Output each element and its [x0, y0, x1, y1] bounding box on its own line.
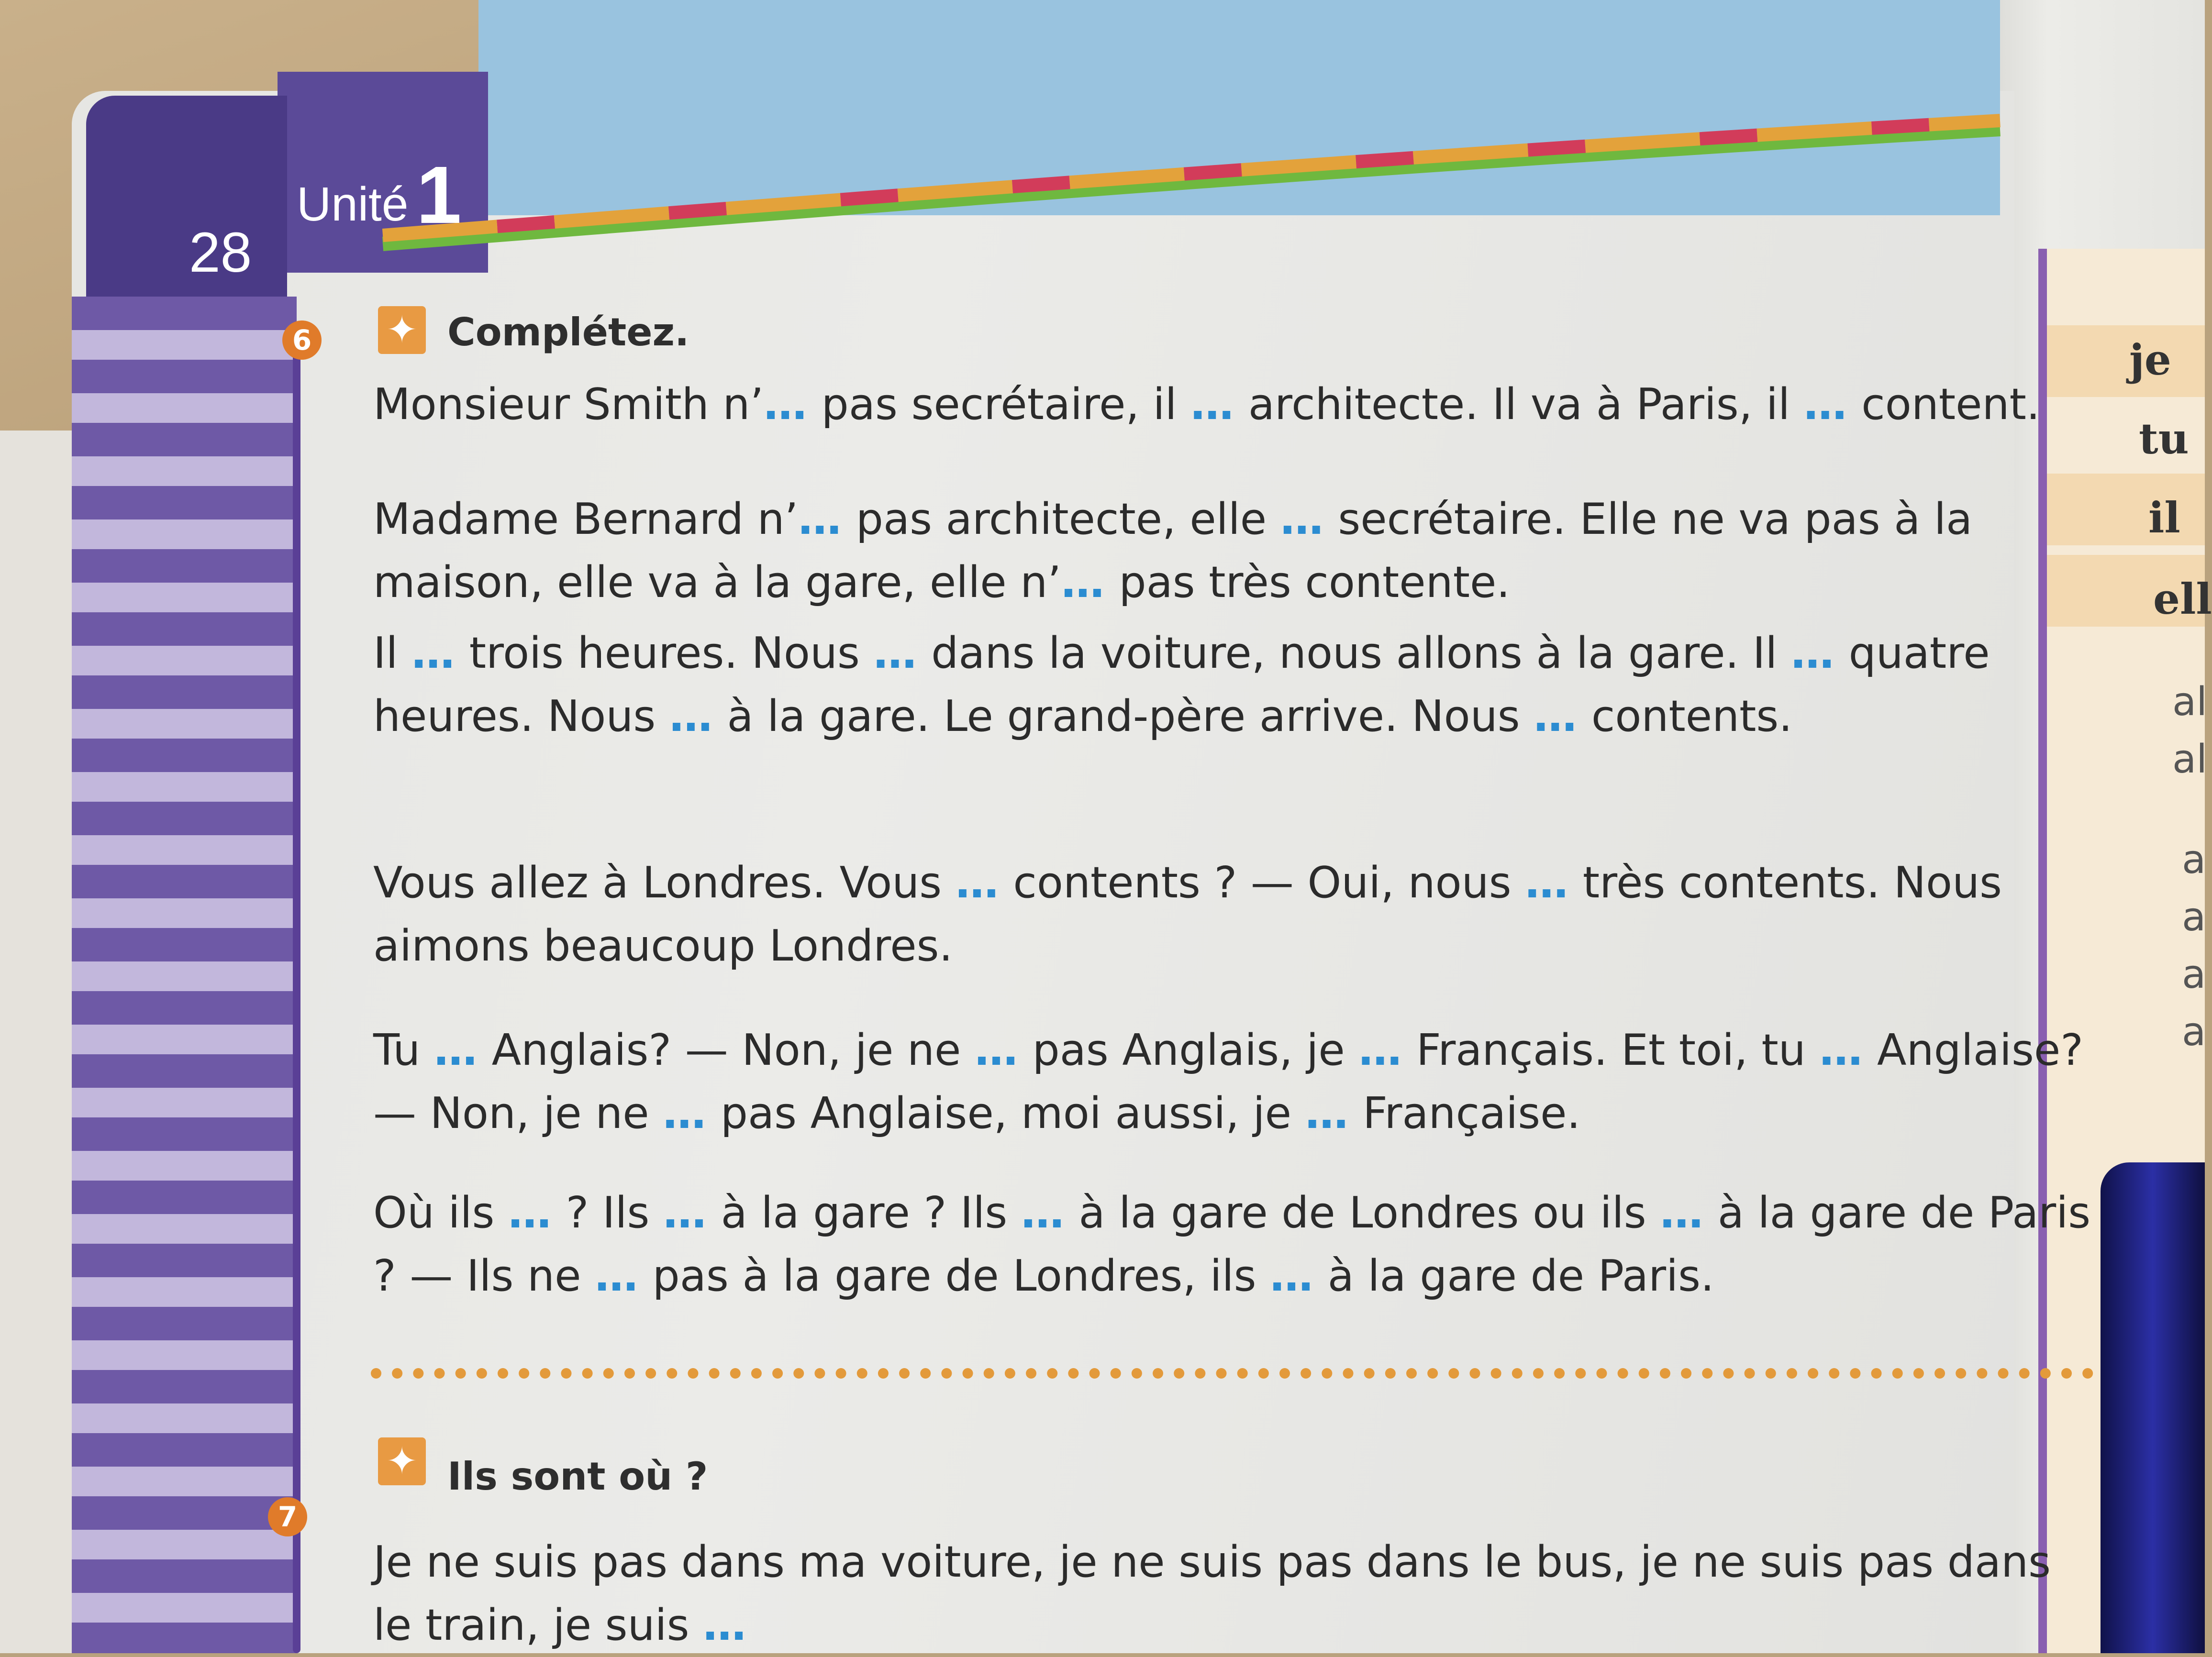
blank-slot[interactable]: …: [1358, 1025, 1403, 1075]
blank-slot[interactable]: …: [595, 1251, 639, 1301]
blank-slot[interactable]: …: [1305, 1088, 1349, 1138]
header-page-block: [86, 96, 287, 306]
blank-slot[interactable]: …: [1280, 494, 1324, 544]
paragraph-text: Tu: [373, 1025, 434, 1075]
exercise-number-badge: 6: [282, 320, 322, 360]
blank-slot[interactable]: …: [764, 379, 808, 430]
right-fragment: a: [2182, 837, 2206, 883]
paragraph-text: Où ils: [373, 1188, 508, 1238]
paragraph-text: à la gare. Le grand-père arrive. Nous: [713, 691, 1534, 741]
paragraph-text: à la gare de Londres ou ils: [1065, 1188, 1660, 1238]
exercise-paragraph: [373, 1531, 2096, 1657]
paragraph-text: Anglais? — Non, je ne: [478, 1025, 975, 1075]
paragraph-text: très contents. Nous aimons beaucoup Londres.: [373, 858, 2002, 971]
exercise-paragraph: [373, 622, 2096, 748]
paragraph-text: Vous allez à Londres. Vous: [373, 858, 956, 908]
paragraph-text: dans la voiture, nous allons à la gare. Il: [917, 628, 1791, 678]
paragraph-text: secrétaire. Elle ne va pas à la maison, elle va à la gare, elle n’: [373, 494, 1973, 608]
exercise-paragraph: [373, 851, 2096, 978]
puzzle-icon: ✦: [378, 306, 426, 354]
blank-slot[interactable]: …: [1021, 1188, 1065, 1238]
paragraph-text: Française.: [1349, 1088, 1581, 1138]
paragraph-text: architecte. Il va à Paris, il: [1234, 379, 1804, 430]
paragraph-text: Il: [373, 628, 412, 678]
exercise-title: Ils sont où ?: [447, 1454, 708, 1499]
blank-slot[interactable]: …: [411, 628, 456, 678]
blank-slot[interactable]: …: [1061, 557, 1105, 608]
paragraph-text: Je ne suis pas dans ma voiture, je ne suis pas dans le bus, je ne suis pas dans le train, je suis: [373, 1537, 2051, 1650]
blank-slot[interactable]: …: [1803, 379, 1848, 430]
paragraph-text: ? Ils: [552, 1188, 664, 1238]
right-word-ell: ell: [2153, 574, 2212, 624]
right-fragment: al: [2172, 737, 2208, 782]
exercise-paragraph: [373, 1019, 2096, 1145]
paragraph-text: pas secrétaire, il: [808, 379, 1191, 430]
exercise-paragraph: [373, 373, 2096, 436]
paragraph-text: à la gare de Paris.: [1314, 1251, 1714, 1301]
paragraph-text: Madame Bernard n’: [373, 494, 799, 544]
blank-slot[interactable]: …: [663, 1188, 708, 1238]
right-fragment: a: [2182, 895, 2206, 940]
paragraph-text: pas architecte, elle: [842, 494, 1280, 544]
right-fragment: al: [2172, 679, 2208, 725]
right-fragment: a: [2182, 1009, 2206, 1055]
blank-slot[interactable]: …: [434, 1025, 478, 1075]
paragraph-text: contents ? — Oui, nous: [999, 858, 1525, 908]
right-word-je: je: [2129, 335, 2171, 385]
puzzle-icon: ✦: [378, 1437, 426, 1485]
blank-slot[interactable]: …: [508, 1188, 552, 1238]
blank-slot[interactable]: …: [1534, 691, 1578, 741]
unit-number: 1: [416, 150, 462, 241]
page-number: 28: [189, 221, 252, 284]
margin-line: [293, 330, 300, 1653]
right-word-il: il: [2148, 493, 2180, 542]
blank-slot[interactable]: …: [975, 1025, 1019, 1075]
paragraph-text: à la gare de Paris ? — Ils ne: [373, 1188, 2091, 1301]
blank-slot[interactable]: …: [703, 1600, 747, 1650]
exercise-title: Complétez.: [447, 310, 689, 354]
blank-slot[interactable]: …: [1270, 1251, 1314, 1301]
blank-slot[interactable]: …: [1190, 379, 1235, 430]
blank-slot[interactable]: …: [1660, 1188, 1704, 1238]
color-stripe-decoration: [383, 110, 2000, 254]
exercise-paragraph: [373, 488, 2096, 614]
exercise-number-badge: 7: [268, 1497, 307, 1536]
paragraph-text: content.: [1847, 379, 2040, 430]
right-fragment: a: [2182, 952, 2206, 997]
paragraph-text: Monsieur Smith n’: [373, 379, 764, 430]
paragraph-text: à la gare ? Ils: [707, 1188, 1021, 1238]
striped-sidebar: [72, 297, 297, 1653]
right-word-tu: tu: [2139, 414, 2189, 464]
unit-label: Unité: [297, 177, 409, 231]
blank-slot[interactable]: …: [798, 494, 843, 544]
paragraph-text: quatre heures. Nous: [373, 628, 1990, 741]
paragraph-text: pas Anglais, je: [1019, 1025, 1359, 1075]
blank-slot[interactable]: …: [873, 628, 918, 678]
paragraph-text: pas à la gare de Londres, ils: [639, 1251, 1270, 1301]
paragraph-text: Anglaise? — Non, je ne: [373, 1025, 2083, 1138]
blank-slot[interactable]: …: [955, 858, 1000, 908]
section-divider: [371, 1368, 2093, 1379]
exercise-paragraph: [373, 1182, 2096, 1308]
paragraph-text: pas Anglaise, moi aussi, je: [707, 1088, 1305, 1138]
paragraph-text: pas très contente.: [1105, 557, 1510, 608]
blank-slot[interactable]: …: [669, 691, 713, 741]
pen: [2101, 1162, 2205, 1653]
paragraph-text: Français. Et toi, tu: [1402, 1025, 1820, 1075]
blank-slot[interactable]: …: [663, 1088, 707, 1138]
paragraph-text: trois heures. Nous: [456, 628, 874, 678]
blank-slot[interactable]: …: [1819, 1025, 1864, 1075]
paragraph-text: contents.: [1578, 691, 1792, 741]
blank-slot[interactable]: …: [1790, 628, 1835, 678]
blank-slot[interactable]: …: [1525, 858, 1569, 908]
